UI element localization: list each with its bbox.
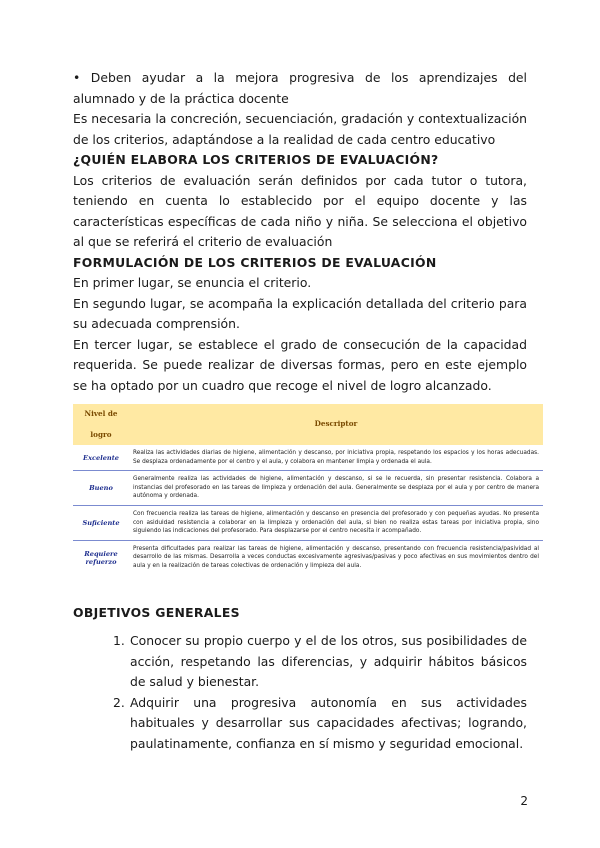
level-cell: Suficiente bbox=[73, 505, 129, 540]
descriptor-cell: Generalmente realiza las actividades de higiene, alimentación y descanso, si se le recuerda, sin presentar resistencia. Colabora a instancias del profesorado en las tareas de limpieza y ordenación del aula. Generalmente se desplaza por el aula y por centro de manera autónoma y ordenada. bbox=[129, 471, 543, 506]
level-cell: Bueno bbox=[73, 471, 129, 506]
list-item bbox=[73, 631, 527, 693]
bullet-paragraph: • Deben ayudar a la mejora progresiva de los aprendizajes del alumnado y de la práctica docente bbox=[73, 70, 527, 106]
objectives-list bbox=[73, 631, 527, 754]
formulacion-p2: En segundo lugar, se acompaña la explicación detallada del criterio para su adecuada comprensión. bbox=[73, 295, 527, 331]
level-cell: Excelente bbox=[83, 453, 119, 462]
heading-objetivos: OBJETIVOS GENERALES bbox=[73, 604, 240, 620]
list-item bbox=[73, 693, 527, 755]
page-number: 2 bbox=[520, 794, 528, 808]
page-content bbox=[73, 68, 539, 754]
table-header-level: Nivel de logro bbox=[73, 404, 129, 445]
list-item-text: Conocer su propio cuerpo y el de los otros, sus posibilidades de acción, respetando las diferencias, y adquirir hábitos básicos de salud y bienestar. bbox=[130, 633, 527, 690]
table-row bbox=[73, 505, 543, 540]
table-row bbox=[73, 540, 543, 574]
formulacion-p3: En tercer lugar, se establece el grado de consecución de la capacidad requerida. Se puede realizar de diversas formas, pero en este ejemplo se ha optado por un cuadro que recoge el nivel de logro alcanzado. bbox=[73, 336, 527, 393]
descriptor-cell: Presenta dificultades para realizar las tareas de higiene, alimentación y descanso, presentando con frecuencia resistencia/pasividad al desarrollo de las mismas. Desarrolla a veces conductas excesivamente agresivas/pasivas y poco afectivas en sus movimientos dentro del aula y en la realización de tareas colectivas de ordenación y limpieza del aula. bbox=[129, 540, 543, 574]
table-header-descriptor: Descriptor bbox=[129, 404, 543, 445]
table-row bbox=[73, 471, 543, 506]
descriptor-cell: Con frecuencia realiza las tareas de higiene, alimentación y descanso en presencia del profesorado y con pequeñas ayudas. No presenta con asiduidad resistencia a colaborar en la limpieza y ordenación del aula, si bien no realiza estas tareas por iniciativa propia, sino siguiendo las indicaciones del profesorado. Para desplazarse por el centro necesita ir acompañado. bbox=[129, 505, 543, 540]
heading-formulacion: FORMULACIÓN DE LOS CRITERIOS DE EVALUACIÓN bbox=[73, 254, 437, 270]
quien-paragraph: Los criterios de evaluación serán definidos por cada tutor o tutora, teniendo en cuenta lo establecido por el equipo docente y las características específicas de cada niño y niña. Se selecciona el objetivo al que se referirá el criterio de evaluación bbox=[73, 172, 527, 249]
list-item-text: Adquirir una progresiva autonomía en sus actividades habituales y desarrollar sus capacidades afectivas; logrando, paulatinamente, confianza en sí mismo y seguridad emocional. bbox=[130, 694, 527, 751]
intro-paragraph: Es necesaria la concreción, secuenciación, gradación y contextualización de los criterios, adaptándose a la realidad de cada centro educativo bbox=[73, 111, 527, 147]
list-item-number: 2. bbox=[113, 694, 125, 710]
level-cell: Requiere refuerzo bbox=[73, 540, 129, 574]
table-row bbox=[73, 445, 543, 471]
evaluation-table bbox=[73, 404, 543, 575]
heading-quien: ¿QUIÉN ELABORA LOS CRITERIOS DE EVALUACIÓN? bbox=[73, 152, 439, 167]
descriptor-cell: Realiza las actividades diarias de higiene, alimentación y descanso, por iniciativa propia, respetando los espacios y los horas adecuadas. Se desplaza ordenadamente por el centro y el aula, y colabora en mantener limpia y ordenada el aula. bbox=[133, 450, 539, 465]
formulacion-p1: En primer lugar, se enuncia el criterio. bbox=[73, 275, 312, 290]
list-item-number: 1. bbox=[113, 633, 125, 649]
